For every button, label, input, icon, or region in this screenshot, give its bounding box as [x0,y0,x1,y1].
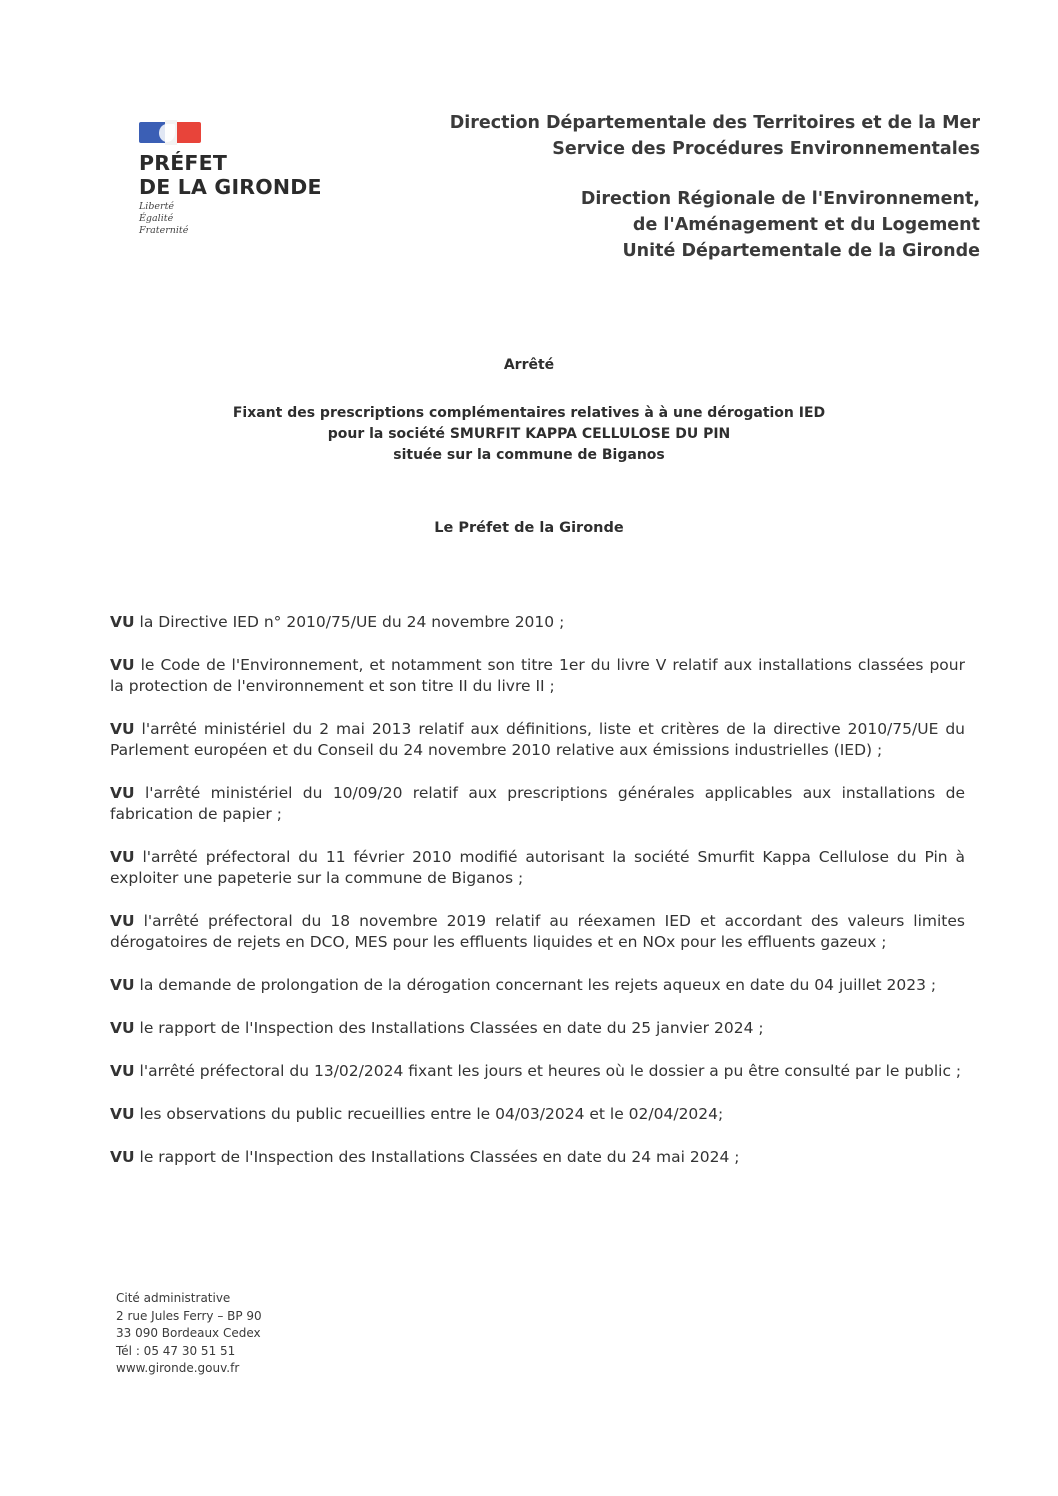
vu-paragraph [110,975,965,996]
vu-text: l'arrêté préfectoral du 13/02/2024 fixant les jours et heures où le dossier a pu être consulté par le public ; [134,1062,962,1080]
vu-keyword: VU [110,784,135,802]
vu-paragraph [110,655,965,697]
subtitle-line: située sur la commune de Biganos [393,447,665,463]
republic-motto [139,201,359,237]
vu-list [110,612,965,1190]
vu-paragraph [110,1104,965,1125]
vu-paragraph [110,1018,965,1039]
vu-keyword: VU [110,1148,135,1166]
vu-paragraph [110,783,965,825]
header-line: Service des Procédures Environnementales [552,139,980,159]
prefet-name-line2: DE LA GIRONDE [139,175,322,199]
prefecture-logo [139,120,359,237]
vu-keyword: VU [110,976,135,994]
header-line: Unité Départementale de la Gironde [622,241,980,261]
vu-text: le rapport de l'Inspection des Installations Classées en date du 25 janvier 2024 ; [134,1019,764,1037]
subtitle-line: Fixant des prescriptions complémentaires relatives à à une dérogation IED [232,405,826,421]
vu-text: l'arrêté ministériel du 10/09/20 relatif aux prescriptions générales applicables aux installations de fabrication de papier ; [110,784,965,823]
vu-text: l'arrêté préfectoral du 18 novembre 2019 relatif au réexamen IED et accordant des valeurs limites dérogatoires de rejets en DCO, MES pour les effluents liquides et en NOx pour les effluents gazeux ; [110,912,965,951]
vu-paragraph [110,1147,965,1168]
document-subtitle [0,403,1058,466]
vu-paragraph [110,612,965,633]
vu-text: l'arrêté ministériel du 2 mai 2013 relatif aux définitions, liste et critères de la directive 2010/75/UE du Parlement européen et du Conseil du 24 novembre 2010 relative aux émissions industrielles (IED) ; [110,720,965,759]
vu-keyword: VU [110,656,135,674]
footer-line: Cité administrative [116,1291,231,1305]
motto-egalite: Égalité [139,213,174,224]
header-line: de l'Aménagement et du Logement [632,215,980,235]
header-line: Direction Départementale des Territoires et de la Mer [449,113,980,133]
vu-text: le rapport de l'Inspection des Installations Classées en date du 24 mai 2024 ; [134,1148,740,1166]
vu-text: la Directive IED n° 2010/75/UE du 24 novembre 2010 ; [134,613,565,631]
footer-website: www.gironde.gouv.fr [116,1361,240,1375]
document-title: Arrêté [503,357,555,373]
vu-keyword: VU [110,1105,135,1123]
motto-fraternite: Fraternité [139,225,189,236]
vu-text: le Code de l'Environnement, et notamment son titre 1er du livre V relatif aux installations classées pour la protection de l'environnement et son titre II du livre II ; [110,656,965,695]
footer-line: Tél : 05 47 30 51 51 [116,1343,236,1358]
vu-keyword: VU [110,848,135,866]
vu-text: les observations du public recueillies entre le 04/03/2024 et le 02/04/2024; [134,1105,724,1123]
issuing-services-header [450,110,980,264]
vu-paragraph [110,1061,965,1082]
vu-keyword: VU [110,912,135,930]
vu-paragraph [110,911,965,953]
vu-keyword: VU [110,1019,135,1037]
motto-liberte: Liberté [139,201,175,212]
vu-keyword: VU [110,1062,135,1080]
footer-line: 2 rue Jules Ferry – BP 90 [116,1308,262,1323]
marianne-flag-icon [139,120,201,145]
vu-text: l'arrêté préfectoral du 11 février 2010 modifié autorisant la société Smurfit Kappa Cellulose du Pin à exploiter une papeterie sur la commune de Biganos ; [110,848,965,887]
vu-paragraph [110,847,965,889]
contact-footer [116,1290,262,1378]
vu-paragraph [110,719,965,761]
vu-keyword: VU [110,613,135,631]
issuing-authority: Le Préfet de la Gironde [434,520,624,536]
vu-keyword: VU [110,720,135,738]
subtitle-line: pour la société SMURFIT KAPPA CELLULOSE DU PIN [327,426,731,442]
prefet-name-line1: PRÉFET [139,151,228,175]
footer-line: 33 090 Bordeaux Cedex [116,1326,261,1340]
header-line: Direction Régionale de l'Environnement, [580,189,980,209]
vu-text: la demande de prolongation de la dérogation concernant les rejets aqueux en date du 04 juillet 2023 ; [134,976,937,994]
